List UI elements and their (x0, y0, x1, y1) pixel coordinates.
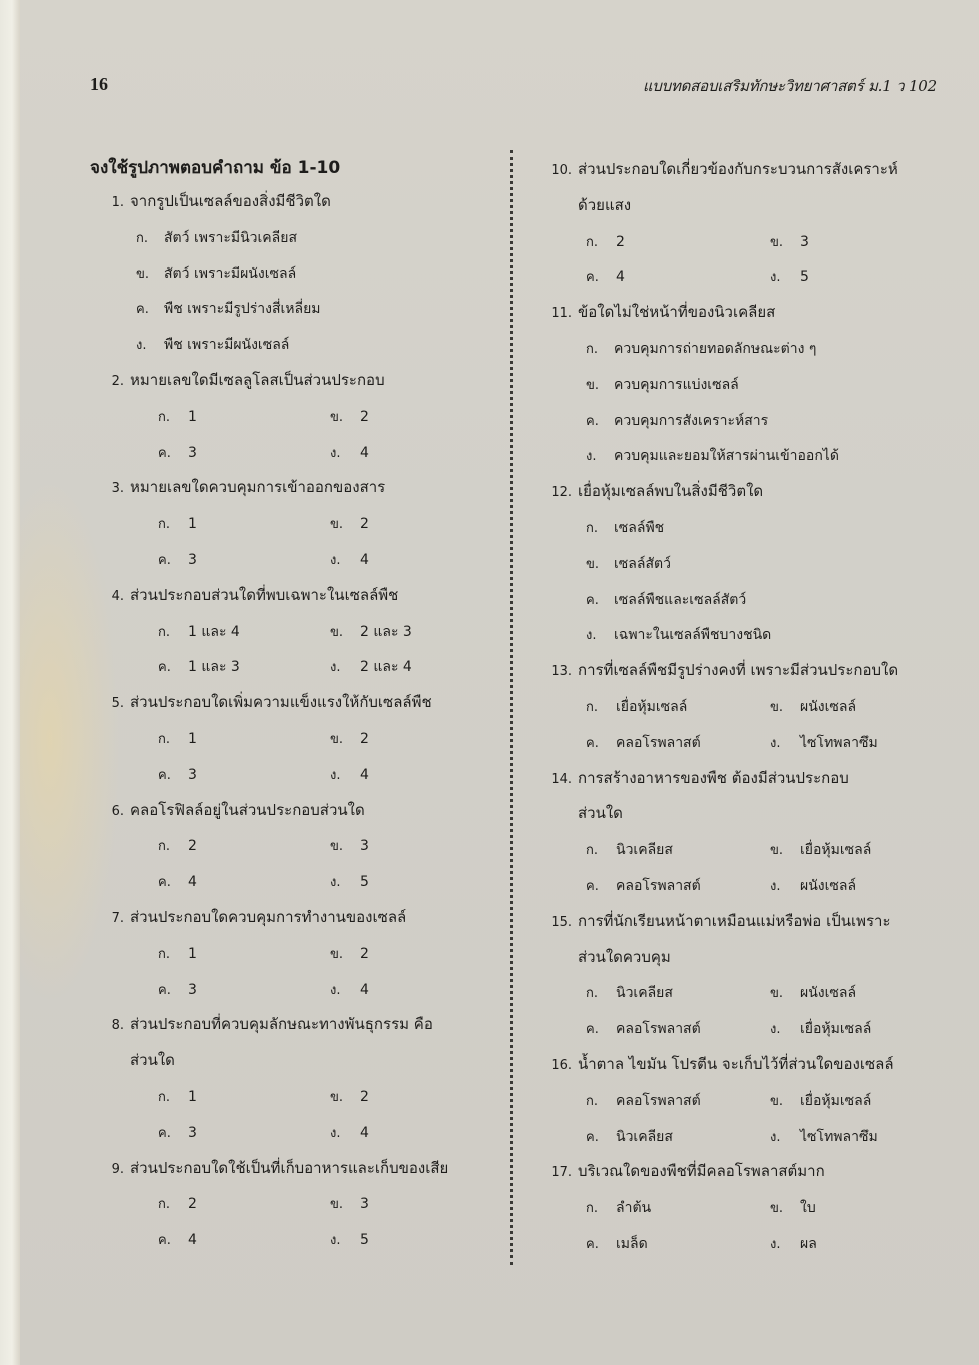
option-d[interactable]: ง. ไซโทพลาซึม (770, 734, 878, 751)
option-d[interactable]: ง. ควบคุมและยอมให้สารผ่านเข้าออกได้ (586, 448, 839, 465)
option-a[interactable]: ก. 2 (158, 838, 197, 855)
question-number: 9. (111, 1161, 124, 1177)
option-c[interactable]: ค. 4 (586, 269, 625, 286)
question-number: 5. (111, 696, 124, 712)
option-c[interactable]: ค. 3 (158, 444, 197, 461)
option-a[interactable]: ก. เซลล์พืช (586, 519, 665, 536)
option-b[interactable]: ข. 2 (330, 945, 369, 962)
question-number: 11. (551, 306, 572, 322)
option-d[interactable]: ง. เยื่อหุ้มเซลล์ (770, 1021, 872, 1038)
option-c[interactable]: ค. คลอโรพลาสต์ (586, 1021, 701, 1038)
option-a[interactable]: ก. 1 และ 4 (158, 623, 240, 640)
option-b[interactable]: ข. 2 (330, 408, 369, 425)
option-b[interactable]: ข. ใบ (770, 1200, 816, 1217)
question-text: ส่วนประกอบใดควบคุมการทำงานของเซลล์ (130, 907, 407, 926)
question-9 (90, 1151, 510, 1258)
option-b[interactable]: ข. 2 และ 3 (330, 623, 412, 640)
question-text: ข้อใดไม่ใช่หน้าที่ของนิวเคลียส (578, 303, 776, 322)
option-a[interactable]: ก. ควบคุมการถ่ายทอดลักษณะต่าง ๆ (586, 340, 817, 357)
option-d[interactable]: ง. ไซโทพลาซึม (770, 1128, 878, 1145)
option-c[interactable]: ค. นิวเคลียส (586, 1128, 673, 1145)
column-divider (510, 150, 513, 1265)
option-d[interactable]: ง. 4 (330, 981, 369, 998)
option-d[interactable]: ง. เฉพาะในเซลล์พืชบางชนิด (586, 627, 772, 644)
question-text: บริเวณใดของพืชที่มีคลอโรพลาสต์มาก (578, 1162, 825, 1181)
option-c[interactable]: ค. 1 และ 3 (158, 659, 240, 676)
option-a[interactable]: ก. เยื่อหุ้มเซลล์ (586, 698, 688, 715)
question-text: การสร้างอาหารของพืช ต้องมีส่วนประกอบ (578, 768, 849, 787)
question-12 (534, 474, 954, 653)
question-text: น้ำตาล ไขมัน โปรตีน จะเก็บไว้ที่ส่วนใดของเซลล์ (578, 1054, 894, 1073)
option-c[interactable]: ค. 3 (158, 766, 197, 783)
option-a[interactable]: ก. นิวเคลียส (586, 985, 673, 1002)
question-text-continued: ส่วนใด (578, 804, 623, 823)
option-b[interactable]: ข. เซลล์สัตว์ (586, 555, 671, 572)
question-10 (534, 152, 954, 295)
option-b[interactable]: ข. 2 (330, 730, 369, 747)
question-7 (90, 900, 510, 1007)
option-c[interactable]: ค. 3 (158, 551, 197, 568)
question-number: 7. (111, 910, 124, 926)
option-c[interactable]: ค. คลอโรพลาสต์ (586, 877, 701, 894)
question-text-continued: ส่วนใดควบคุม (578, 947, 671, 966)
option-a[interactable]: ก. คลอโรพลาสต์ (586, 1092, 701, 1109)
question-15 (534, 904, 954, 1047)
option-d[interactable]: ง. 5 (330, 1232, 369, 1249)
question-text: ส่วนประกอบใดเกี่ยวข้องกับกระบวนการสังเคราะห์ (578, 160, 898, 178)
question-text: การที่เซลล์พืชมีรูปร่างคงที่ เพราะมีส่วนประกอบใด (578, 661, 899, 680)
option-c[interactable]: ค. พืช เพราะมีรูปร่างสี่เหลี่ยม (136, 301, 321, 318)
option-a[interactable]: ก. 2 (158, 1196, 197, 1213)
option-a[interactable]: ก. นิวเคลียส (586, 842, 673, 859)
page-header (20, 72, 979, 100)
question-text: ส่วนประกอบใดเพิ่มความแข็งแรงให้กับเซลล์พืช (130, 693, 432, 712)
question-8 (90, 1007, 510, 1150)
option-a[interactable]: ก. ลำต้น (586, 1200, 652, 1217)
question-1 (90, 184, 510, 363)
question-text: ส่วนประกอบส่วนใดที่พบเฉพาะในเซลล์พืช (130, 585, 399, 604)
option-b[interactable]: ข. สัตว์ เพราะมีผนังเซลล์ (136, 265, 297, 282)
question-text: หมายเลขใดควบคุมการเข้าออกของสาร (130, 478, 386, 497)
option-c[interactable]: ค. คลอโรพลาสต์ (586, 734, 701, 751)
question-number: 10. (551, 163, 572, 178)
option-a[interactable]: ก. 1 (158, 408, 197, 425)
question-number: 16. (551, 1057, 572, 1073)
question-number: 14. (551, 771, 572, 787)
option-d[interactable]: ง. 4 (330, 766, 369, 783)
question-4 (90, 578, 510, 685)
option-d[interactable]: ง. 4 (330, 551, 369, 568)
question-number: 3. (111, 481, 124, 497)
option-d[interactable]: ง. 4 (330, 444, 369, 461)
option-a[interactable]: ก. 2 (586, 233, 625, 250)
question-number: 4. (111, 588, 124, 604)
question-number: 15. (551, 914, 572, 930)
question-text: ส่วนประกอบที่ควบคุมลักษณะทางพันธุกรรม คือ (130, 1015, 433, 1034)
question-number: 17. (551, 1165, 572, 1181)
running-title: แบบทดสอบเสริมทักษะวิทยาศาสตร์ ม.1 ว 102 (642, 77, 937, 95)
question-number: 12. (551, 485, 572, 501)
question-14 (534, 761, 954, 904)
option-b[interactable]: ข. 3 (770, 233, 809, 250)
option-a[interactable]: ก. สัตว์ เพราะมีนิวเคลียส (136, 229, 297, 246)
book-binding-edge (0, 0, 20, 1365)
option-d[interactable]: ง. ผนังเซลล์ (770, 877, 857, 894)
option-b[interactable]: ข. ควบคุมการแบ่งเซลล์ (586, 376, 739, 393)
option-b[interactable]: ข. ผนังเซลล์ (770, 698, 857, 715)
left-column (90, 152, 510, 1258)
option-c[interactable]: ค. 4 (158, 1232, 197, 1249)
option-b[interactable]: ข. ผนังเซลล์ (770, 985, 857, 1002)
option-a[interactable]: ก. 1 (158, 945, 197, 962)
option-a[interactable]: ก. 1 (158, 516, 197, 533)
question-6 (90, 793, 510, 900)
question-number: 1. (111, 195, 124, 210)
option-b[interactable]: ข. 3 (330, 1196, 369, 1213)
book-page (20, 0, 979, 1365)
option-d[interactable]: ง. ผล (770, 1235, 817, 1252)
question-number: 6. (111, 803, 124, 819)
option-c[interactable]: ค. ควบคุมการสังเคราะห์สาร (586, 412, 769, 429)
question-text: เยื่อหุ้มเซลล์พบในสิ่งมีชีวิตใด (578, 482, 764, 501)
question-text: คลอโรฟิลล์อยู่ในส่วนประกอบส่วนใด (130, 800, 365, 819)
option-c[interactable]: ค. เซลล์พืชและเซลล์สัตว์ (586, 591, 747, 608)
question-2 (90, 363, 510, 470)
option-a[interactable]: ก. 1 (158, 730, 197, 747)
option-c[interactable]: ค. เมล็ด (586, 1235, 648, 1252)
question-number: 2. (111, 373, 124, 389)
option-d[interactable]: ง. 4 (330, 1124, 369, 1141)
question-13 (534, 653, 954, 760)
question-16 (534, 1047, 954, 1154)
option-b[interactable]: ข. 2 (330, 1088, 369, 1105)
section-instruction: จงใช้รูปภาพตอบคำถาม ข้อ 1-10 (90, 158, 341, 178)
option-b[interactable]: ข. 3 (330, 838, 369, 855)
question-3 (90, 470, 510, 577)
question-5 (90, 685, 510, 792)
option-b[interactable]: ข. 2 (330, 516, 369, 533)
question-text: จากรูปเป็นเซลล์ของสิ่งมีชีวิตใด (130, 192, 331, 210)
question-text: ส่วนประกอบใดใช้เป็นที่เก็บอาหารและเก็บของเสีย (130, 1158, 449, 1177)
question-number: 13. (551, 664, 572, 680)
question-text-continued: ส่วนใด (130, 1051, 175, 1070)
option-d[interactable]: ง. 5 (330, 874, 369, 891)
question-11 (534, 295, 954, 474)
question-17 (534, 1154, 954, 1261)
option-c[interactable]: ค. 3 (158, 981, 197, 998)
option-d[interactable]: ง. พืช เพราะมีผนังเซลล์ (136, 337, 290, 354)
option-c[interactable]: ค. 4 (158, 874, 197, 891)
option-c[interactable]: ค. 3 (158, 1124, 197, 1141)
option-d[interactable]: ง. 5 (770, 269, 809, 286)
page-number: 16 (90, 74, 108, 94)
option-b[interactable]: ข. เยื่อหุ้มเซลล์ (770, 842, 872, 859)
right-column (534, 152, 954, 1262)
question-text-continued: ด้วยแสง (578, 195, 632, 214)
question-text: การที่นักเรียนหน้าตาเหมือนแม่หรือพ่อ เป็นเพราะ (578, 911, 891, 930)
option-d[interactable]: ง. 2 และ 4 (330, 659, 412, 676)
option-a[interactable]: ก. 1 (158, 1088, 197, 1105)
question-text: หมายเลขใดมีเซลลูโลสเป็นส่วนประกอบ (130, 370, 385, 389)
option-b[interactable]: ข. เยื่อหุ้มเซลล์ (770, 1092, 872, 1109)
question-number: 8. (111, 1018, 124, 1034)
